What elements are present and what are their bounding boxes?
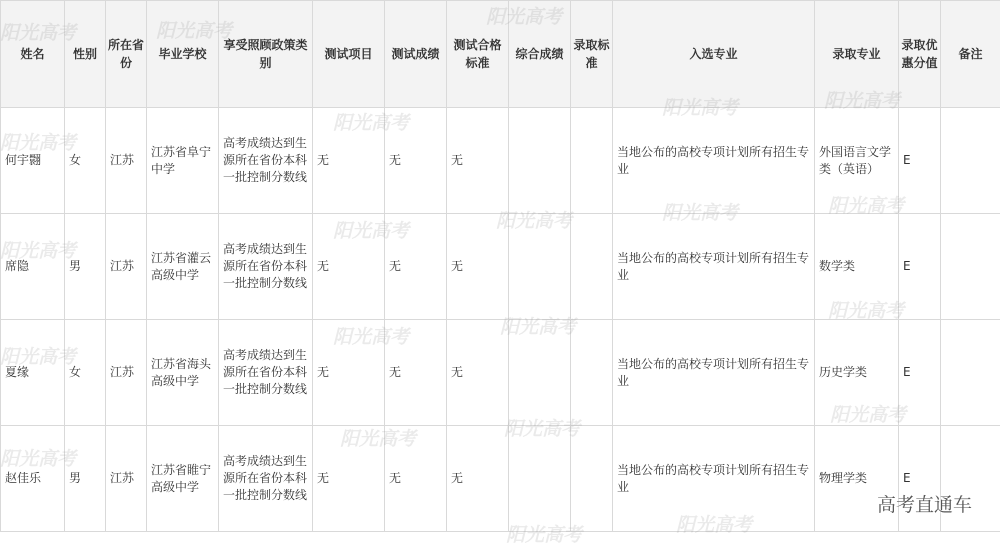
cell-admit-standard [571, 320, 613, 426]
watermark: 阳光高考 [662, 198, 738, 225]
source-watermark-label: 高考直通车 [877, 490, 972, 517]
watermark: 阳光高考 [156, 16, 232, 43]
cell-test-standard: 无 [447, 320, 509, 426]
watermark: 阳光高考 [662, 93, 738, 120]
cell-test-standard: 无 [447, 214, 509, 320]
watermark: 阳光高考 [0, 18, 76, 45]
cell-admit-standard [571, 214, 613, 320]
table-header-row [1, 1, 1000, 108]
header-composite: 综合成绩 [509, 1, 571, 108]
cell-gender: 男 [65, 214, 106, 320]
header-admit-standard: 录取标准 [571, 1, 613, 108]
cell-school: 江苏省阜宁中学 [147, 108, 219, 214]
watermark: 阳光高考 [506, 520, 582, 547]
header-school: 毕业学校 [147, 1, 219, 108]
cell-composite [509, 320, 571, 426]
watermark: 阳光高考 [333, 216, 409, 243]
cell-policy: 高考成绩达到生源所在省份本科一批控制分数线 [219, 426, 313, 532]
header-note: 备注 [941, 1, 1000, 108]
cell-policy: 高考成绩达到生源所在省份本科一批控制分数线 [219, 214, 313, 320]
cell-bonus: E [899, 426, 941, 532]
cell-school: 江苏省睢宁高级中学 [147, 426, 219, 532]
cell-name: 席隐 [1, 214, 65, 320]
cell-note [941, 320, 1000, 426]
cell-selected-major: 当地公布的高校专项计划所有招生专业 [613, 426, 815, 532]
cell-test-score: 无 [385, 320, 447, 426]
cell-test-score: 无 [385, 108, 447, 214]
header-test-item: 测试项目 [313, 1, 385, 108]
cell-composite [509, 426, 571, 532]
cell-bonus: E [899, 320, 941, 426]
cell-test-item: 无 [313, 426, 385, 532]
watermark: 阳光高考 [824, 86, 900, 113]
watermark: 阳光高考 [333, 108, 409, 135]
cell-school: 江苏省海头高级中学 [147, 320, 219, 426]
cell-composite [509, 108, 571, 214]
watermark: 阳光高考 [828, 296, 904, 323]
cell-bonus: E [899, 214, 941, 320]
cell-province: 江苏 [106, 426, 147, 532]
cell-name: 何宇翾 [1, 108, 65, 214]
watermark: 阳光高考 [676, 510, 752, 537]
header-test-score: 测试成绩 [385, 1, 447, 108]
watermark: 阳光高考 [0, 342, 76, 369]
cell-province: 江苏 [106, 108, 147, 214]
header-gender: 性别 [65, 1, 106, 108]
watermark: 阳光高考 [830, 400, 906, 427]
cell-province: 江苏 [106, 214, 147, 320]
cell-composite [509, 214, 571, 320]
table-row [1, 426, 1000, 532]
watermark: 阳光高考 [504, 414, 580, 441]
cell-test-standard: 无 [447, 426, 509, 532]
cell-selected-major: 当地公布的高校专项计划所有招生专业 [613, 108, 815, 214]
cell-test-item: 无 [313, 320, 385, 426]
cell-note [941, 214, 1000, 320]
cell-admitted-major: 外国语言文学类（英语） [815, 108, 899, 214]
watermark: 阳光高考 [828, 191, 904, 218]
cell-admitted-major: 数学类 [815, 214, 899, 320]
cell-gender: 女 [65, 108, 106, 214]
cell-gender: 女 [65, 320, 106, 426]
watermark: 阳光高考 [486, 2, 562, 29]
header-selected-major: 入选专业 [613, 1, 815, 108]
cell-note [941, 108, 1000, 214]
watermark: 阳光高考 [0, 236, 76, 263]
watermark: 阳光高考 [500, 312, 576, 339]
cell-test-score: 无 [385, 426, 447, 532]
cell-test-score: 无 [385, 214, 447, 320]
cell-school: 江苏省灌云高级中学 [147, 214, 219, 320]
header-test-standard: 测试合格标准 [447, 1, 509, 108]
header-policy: 享受照顾政策类别 [219, 1, 313, 108]
cell-selected-major: 当地公布的高校专项计划所有招生专业 [613, 214, 815, 320]
watermark: 阳光高考 [0, 444, 76, 471]
cell-bonus: E [899, 108, 941, 214]
header-bonus: 录取优惠分值 [899, 1, 941, 108]
watermark: 阳光高考 [0, 128, 76, 155]
cell-policy: 高考成绩达到生源所在省份本科一批控制分数线 [219, 320, 313, 426]
header-name: 姓名 [1, 1, 65, 108]
cell-gender: 男 [65, 426, 106, 532]
cell-policy: 高考成绩达到生源所在省份本科一批控制分数线 [219, 108, 313, 214]
cell-name: 夏缘 [1, 320, 65, 426]
watermark: 阳光高考 [496, 206, 572, 233]
cell-admit-standard [571, 426, 613, 532]
cell-admitted-major: 物理学类 [815, 426, 899, 532]
table-row [1, 320, 1000, 426]
table-row [1, 108, 1000, 214]
watermark: 阳光高考 [333, 322, 409, 349]
cell-test-standard: 无 [447, 108, 509, 214]
cell-test-item: 无 [313, 214, 385, 320]
cell-name: 赵佳乐 [1, 426, 65, 532]
cell-province: 江苏 [106, 320, 147, 426]
watermark: 阳光高考 [340, 424, 416, 451]
cell-test-item: 无 [313, 108, 385, 214]
cell-note [941, 426, 1000, 532]
table-row [1, 214, 1000, 320]
cell-admit-standard [571, 108, 613, 214]
header-province: 所在省份 [106, 1, 147, 108]
header-admitted-major: 录取专业 [815, 1, 899, 108]
cell-admitted-major: 历史学类 [815, 320, 899, 426]
cell-selected-major: 当地公布的高校专项计划所有招生专业 [613, 320, 815, 426]
